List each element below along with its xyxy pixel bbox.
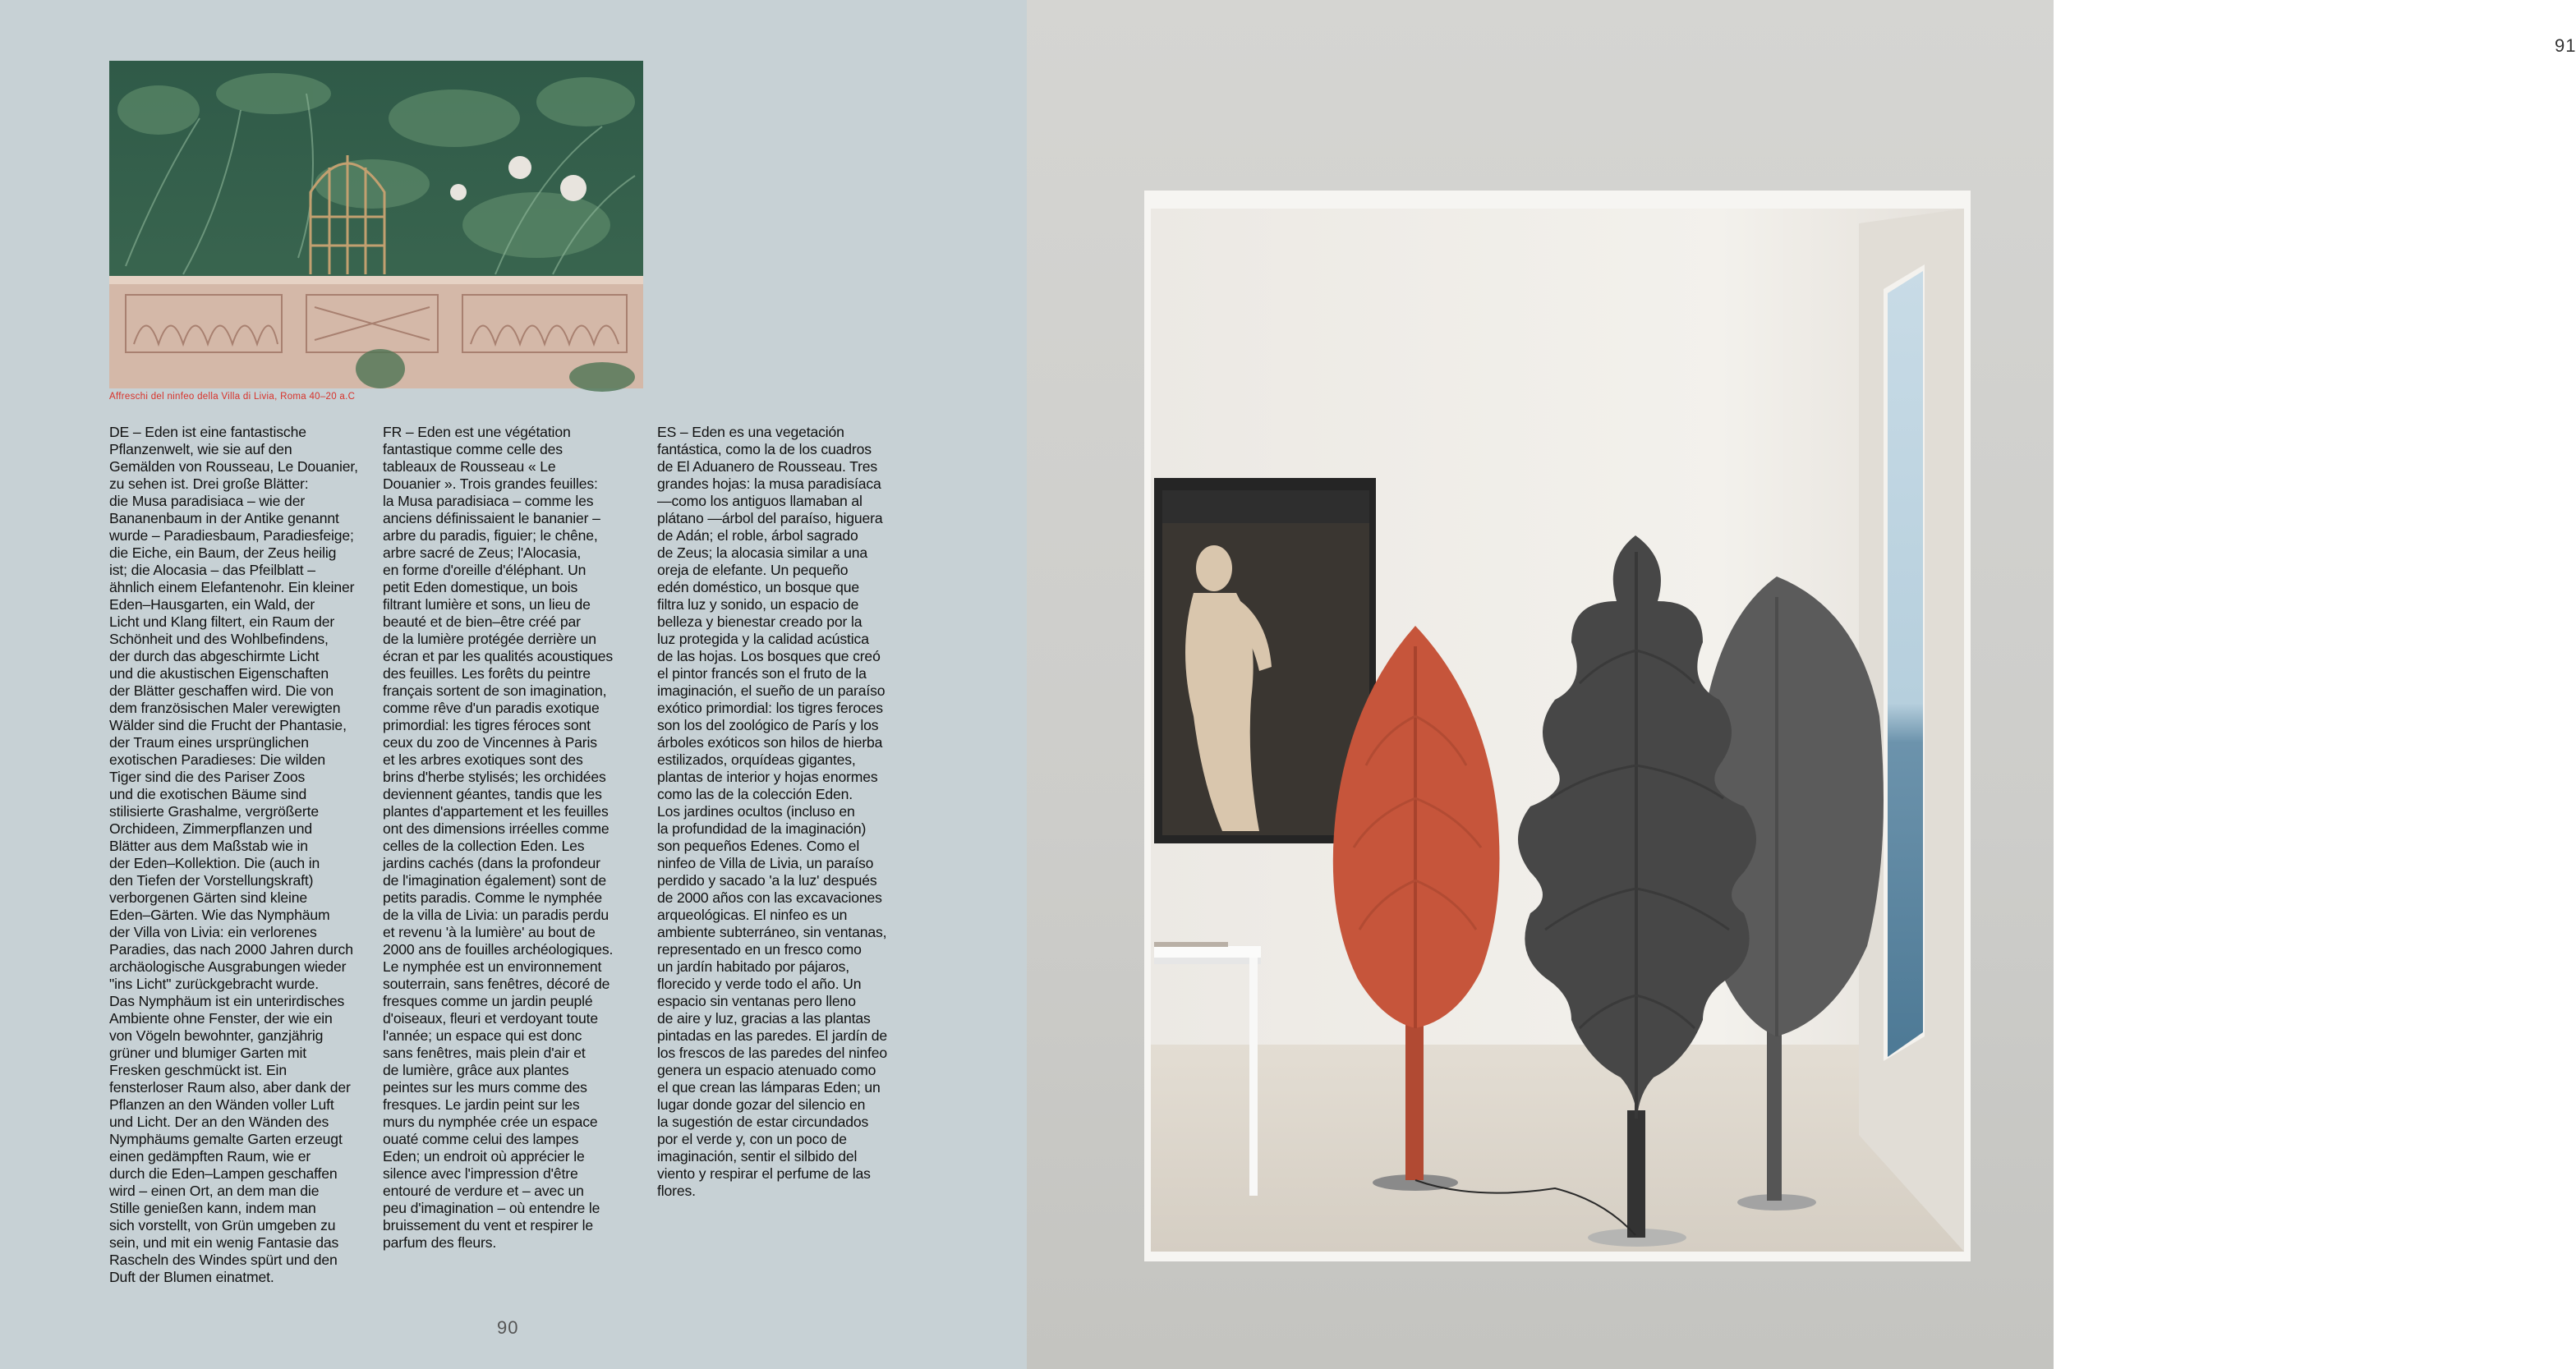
- page-number-right: 91: [2555, 35, 2576, 56]
- eden-lamps-photo: [1144, 191, 1971, 1261]
- text-column-fr: FR – Eden est une végétation fantastique comme celle des tableaux de Rousseau « Le Douanier ». Trois grandes feuilles: la Musa paradisiaca – comme les anciens définissaient le bananier – arbre du paradis, figuier; le chêne, arbre sacré de Zeus; l'Alocasia, en forme d'oreille d'éléphant. Un petit Eden domestique, un bois filtrant lumière et sons, un lieu de beauté et de bien–être créé par de la lumière protégée derrière un écran et par les qualités acoustiques des feuilles. Les forêts du peintre français sortent de son imagination, comme rêve d'un paradis exotique primordial: les tigres féroces sont ceux du zoo de Vincennes à Paris et les arbres exotiques sont des brins d'herbe stylisés; les orchidées deviennent géantes, tandis que les plantes d'appartement et les feuilles ont des dimensions irréelles comme celles de la collection Eden. Les jardins cachés (dans la profondeur de l'imagination également) sont de petits paradis. Comme le nymphée de la villa de Livia: un paradis perdu et revenu 'à la lumière' au bout de 2000 ans de fouilles archéologiques. Le nymphée est un environnement souterrain, sans fenêtres, décoré de fresques comme un jardin peuplé d'oiseaux, fleuri et verdoyant toute l'année; un espace qui est donc sans fenêtres, mais plein d'air et de lumière, grâce aux plantes peintes sur les murs comme des fresques. Le jardin peint sur les murs du nymphée crée un espace ouaté comme celui des lampes Eden; un endroit où apprécier le silence avec l'impression d'être entouré de verdure et – avec un peu d'imagination – où entendre le bruissement du vent et respirer le parfum des fleurs.: [383, 424, 614, 1251]
- fresco-image: [109, 61, 643, 388]
- fresco-caption: Affreschi del ninfeo della Villa di Livia, Roma 40–20 a.C: [109, 392, 356, 402]
- left-page: [0, 0, 1027, 1369]
- text-column-de: DE – Eden ist eine fantastische Pflanzenwelt, wie sie auf den Gemälden von Rousseau, Le Douanier, zu sehen ist. Drei große Blätter: die Musa paradisiaca – wie der Bananenbaum in der Antike genannt wurde – Paradiesbaum, Paradiesfeige; die Eiche, ein Baum, der Zeus heilig ist; die Alocasia – das Pfeilblatt – ähnlich einem Elefantenohr. Ein kleiner Eden–Hausgarten, ein Wald, der Licht und Klang filtert, ein Raum der Schönheit und des Wohlbefindens, der durch das abgeschirmte Licht und die akustischen Eigenschaften der Blätter geschaffen wird. Die von dem französischen Maler verewigten Wälder sind die Frucht der Phantasie, der Traum eines ursprünglichen exotischen Paradieses: Die wilden Tiger sind die des Pariser Zoos und die exotischen Bäume sind stilisierte Grashalme, vergrößerte Orchideen, Zimmerpflanzen und Blätter aus dem Maßstab wie in der Eden–Kollektion. Die (auch in den Tiefen der Vorstellungskraft) verborgenen Gärten sind kleine Eden–Gärten. Wie das Nymphäum der Villa von Livia: ein verlorenes Paradies, das nach 2000 Jahren durch archäologische Ausgrabungen wieder "ins Licht" zurückgebracht wurde. Das Nymphäum ist ein unterirdisches Ambiente ohne Fenster, der wie ein von Vögeln bewohnter, ganzjährig grüner und blumiger Garten mit Fresken geschmückt ist. Ein fensterloser Raum also, aber dank der Pflanzen an den Wänden voller Luft und Licht. Der an den Wänden des Nymphäums gemalte Garten erzeugt einen gedämpften Raum, wie er durch die Eden–Lampen geschaffen wird – einen Ort, an dem man die Stille genießen kann, indem man sich vorstellt, von Grün umgeben zu sein, und mit ein wenig Fantasie das Rascheln des Windes spürt und den Duft der Blumen einatmet.: [109, 424, 358, 1285]
- text-column-es: ES – Eden es una vegetación fantástica, como la de los cuadros de El Aduanero de Rousseau. Tres grandes hojas: la musa paradisíaca —como los antiguos llamaban al plátano —árbol del paraíso, higuera de Adán; el roble, árbol sagrado de Zeus; la alocasia similar a una oreja de elefante. Un pequeño edén doméstico, un bosque que filtra luz y sonido, un espacio de belleza y bienestar creado por la luz protegida y la calidad acústica de las hojas. Los bosques que creó el pintor francés son el fruto de la imaginación, el sueño de un paraíso exótico primordial: los tigres feroces son los del zoológico de París y los árboles exóticos son hilos de hierba estilizados, orquídeas gigantes, plantas de interior y hojas enormes como las de la colección Eden. Los jardines ocultos (incluso en la profundidad de la imaginación) son pequeños Edenes. Como el ninfeo de Villa de Livia, un paraíso perdido y sacado 'a la luz' después de 2000 años con las excavaciones arqueológicas. El ninfeo es un ambiente subterráneo, sin ventanas, representado en un fresco como un jardín habitado por pájaros, florecido y verde todo el año. Un espacio sin ventanas pero lleno de aire y luz, gracias a las plantas pintadas en las paredes. El jardín de los frescos de las paredes del ninfeo genera un espacio atenuado como el que crean las lámparas Eden; un lugar donde gozar del silencio en la sugestión de estar circundados por el verde y, con un poco de imaginación, sentir el silbido del viento y respirar el perfume de las flores.: [657, 424, 888, 1199]
- page-number-left: 90: [497, 1317, 519, 1338]
